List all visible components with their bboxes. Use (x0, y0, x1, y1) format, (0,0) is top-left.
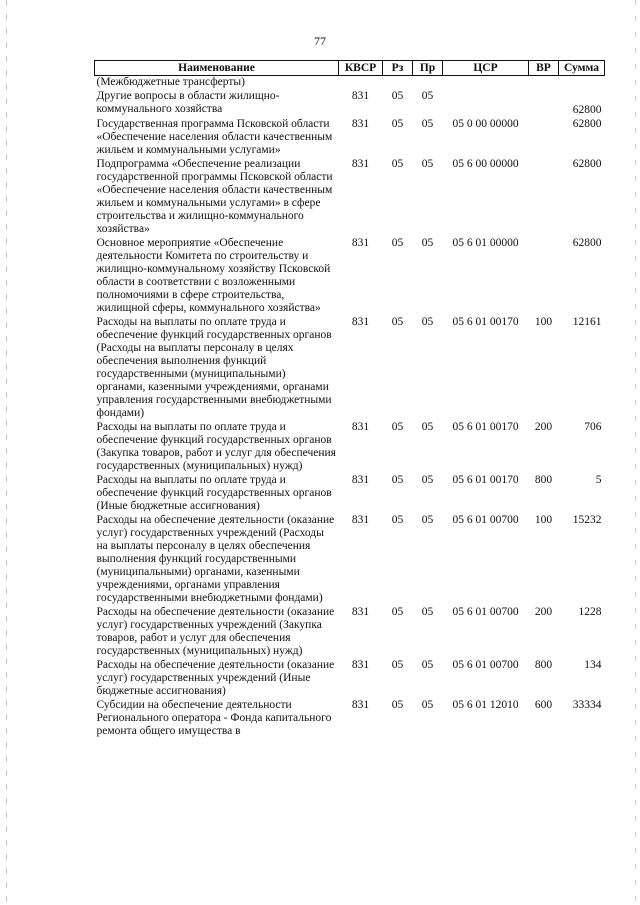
row-name: Другие вопросы в области жилищно-коммунального хозяйства (96, 90, 280, 115)
page-number: 77 (314, 34, 326, 48)
row-pr: 05 (421, 118, 434, 130)
table-row (95, 316, 605, 421)
row-csr: 05 6 01 00170 (452, 316, 519, 328)
row-rz: 05 (391, 237, 404, 249)
row-sum: 5 (595, 474, 602, 486)
row-rz: 05 (391, 421, 404, 433)
row-pr: 05 (421, 421, 434, 433)
row-vr: 100 (534, 514, 553, 526)
table-row (95, 237, 605, 316)
header-name: Наименование (95, 61, 339, 76)
row-sum (559, 76, 605, 91)
row-vr (529, 158, 559, 237)
row-pr: 05 (421, 606, 434, 618)
row-name: Субсидии на обеспечение деятельности Регионального оператора - Фонда капитального ремонта общего имущества в (96, 699, 332, 737)
header-kvsr: КВСР (339, 61, 383, 76)
header-pr: Пр (413, 61, 443, 76)
row-pr: 05 (421, 699, 434, 711)
row-pr: 05 (421, 474, 434, 486)
row-sum: 62800 (572, 158, 602, 170)
row-kvsr: 831 (351, 158, 370, 170)
table-row (95, 76, 605, 91)
budget-table (94, 60, 605, 739)
row-vr: 100 (534, 316, 553, 328)
row-vr: 200 (534, 421, 553, 433)
row-rz (383, 76, 413, 91)
row-kvsr: 831 (351, 90, 370, 102)
row-pr: 05 (421, 237, 434, 249)
row-vr: 200 (534, 606, 553, 618)
row-csr (443, 76, 529, 91)
row-csr: 05 6 01 00170 (452, 474, 519, 486)
table-row (95, 90, 605, 118)
row-csr (443, 90, 529, 118)
row-vr (529, 118, 559, 158)
row-name: Расходы на обеспечение деятельности (оказание услуг) государственных учреждений (Иные бюджетные ассигнования) (96, 659, 335, 697)
row-rz: 05 (391, 514, 404, 526)
row-name: Подпрограмма «Обеспечение реализации государственной программы Псковской области «Обеспечение населения области качественным жильем и коммунальными услугами» в сфере строительства и жилищно-коммунального хозяйства» (96, 158, 333, 235)
row-name: (Межбюджетные трансферты) (96, 76, 245, 88)
row-name: Расходы на выплаты по оплате труда и обеспечение функций государственных органов (Иные бюджетные ассигнования) (96, 474, 332, 512)
row-pr: 05 (421, 158, 434, 170)
row-kvsr: 831 (351, 699, 370, 711)
row-csr: 05 6 01 00700 (452, 514, 519, 526)
row-sum: 706 (584, 421, 602, 433)
row-name: Государственная программа Псковской области «Обеспечение населения области качественным жильем и коммунальными услугами» (96, 118, 333, 156)
row-name: Расходы на обеспечение деятельности (оказание услуг) государственных учреждений (Расходы на выплаты персоналу в целях обеспечения выполнения функций государственными (муниципальными) органами, казенными учреждениями, органами управления государственными внебюджетными фондами) (96, 514, 335, 604)
row-kvsr: 831 (351, 421, 370, 433)
row-vr (529, 237, 559, 316)
row-kvsr: 831 (351, 606, 370, 618)
table-row (95, 118, 605, 158)
row-pr: 05 (421, 316, 434, 328)
row-sum-value: 62800 (572, 104, 602, 116)
row-kvsr: 831 (351, 316, 370, 328)
row-sum: 62800 (572, 237, 602, 249)
row-csr: 05 6 01 00000 (452, 237, 519, 249)
row-csr: 05 6 01 12010 (452, 699, 519, 711)
row-kvsr: 831 (351, 514, 370, 526)
row-rz: 05 (391, 699, 404, 711)
row-rz: 05 (391, 158, 404, 170)
row-rz: 05 (391, 606, 404, 618)
header-csr: ЦСР (443, 61, 529, 76)
row-sum: 33334 (572, 699, 602, 711)
table-row (95, 699, 605, 739)
header-sum: Сумма (559, 61, 605, 76)
row-kvsr: 831 (351, 237, 370, 249)
row-vr (529, 90, 559, 118)
row-sum: 12161 (572, 316, 602, 328)
row-kvsr: 831 (351, 659, 370, 671)
row-name: Расходы на выплаты по оплате труда и обеспечение функций государственных органов (Расходы на выплаты персоналу в целях обеспечения выполнения функций государственными (муниципальными) органами, казенными учреждениями, органами управления государственными внебюджетными фондами) (96, 316, 332, 419)
row-sum: 15232 (572, 514, 602, 526)
row-sum: 1228 (578, 606, 602, 618)
table-row (95, 606, 605, 659)
scan-edge-right (635, 0, 636, 905)
row-rz: 05 (391, 474, 404, 486)
row-sum (559, 90, 605, 118)
row-rz: 05 (391, 118, 404, 130)
row-vr: 800 (534, 659, 553, 671)
row-csr: 05 0 00 00000 (452, 118, 519, 130)
row-csr: 05 6 00 00000 (452, 158, 519, 170)
table-row (95, 514, 605, 606)
row-kvsr (339, 76, 383, 91)
scan-edge-left (6, 0, 7, 905)
row-name: Основное мероприятие «Обеспечение деятельности Комитета по строительству и жилищно-коммунальному хозяйству Псковской области в соответствии с возложенными полномочиями в сфере строительства, жилищной сферы, коммунального хозяйства» (96, 237, 331, 314)
row-kvsr: 831 (351, 118, 370, 130)
table-row (95, 474, 605, 514)
row-kvsr: 831 (351, 474, 370, 486)
table-row (95, 659, 605, 699)
row-csr: 05 6 01 00170 (452, 421, 519, 433)
row-vr: 800 (534, 474, 553, 486)
row-rz: 05 (391, 316, 404, 328)
row-rz: 05 (391, 659, 404, 671)
row-pr (413, 76, 443, 91)
header-rz: Рз (383, 61, 413, 76)
row-vr (529, 76, 559, 91)
row-pr: 05 (421, 514, 434, 526)
row-sum: 62800 (572, 118, 602, 130)
row-csr: 05 6 01 00700 (452, 606, 519, 618)
row-vr: 600 (534, 699, 553, 711)
row-name: Расходы на выплаты по оплате труда и обеспечение функций государственных органов (Закупка товаров, работ и услуг для обеспечения государственных (муниципальных) нужд) (96, 421, 336, 472)
row-pr: 05 (421, 90, 434, 102)
row-rz: 05 (391, 90, 404, 102)
row-name: Расходы на обеспечение деятельности (оказание услуг) государственных учреждений (Закупка товаров, работ и услуг для обеспечения государственных (муниципальных) нужд) (96, 606, 335, 657)
table-row (95, 421, 605, 474)
row-pr: 05 (421, 659, 434, 671)
header-vr: ВР (529, 61, 559, 76)
table-row (95, 158, 605, 237)
table-header-row (95, 61, 605, 76)
row-sum: 134 (584, 659, 602, 671)
row-csr: 05 6 01 00700 (452, 659, 519, 671)
